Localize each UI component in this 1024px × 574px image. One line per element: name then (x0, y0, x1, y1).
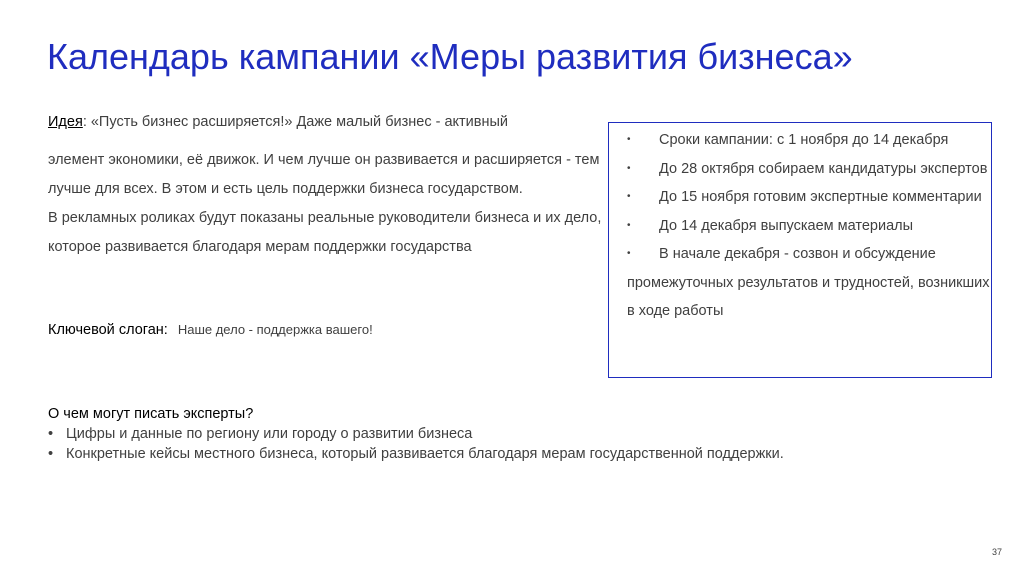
experts-block (48, 404, 784, 464)
idea-label: Идея (48, 114, 83, 130)
slide-title: Календарь кампании «Меры развития бизнеса» (47, 36, 853, 77)
timeline-item (627, 183, 991, 212)
timeline-item-text: До 15 ноября готовим экспертные комментарии (659, 189, 982, 206)
experts-item: • Цифры и данные по региону или городу о развитии бизнеса (48, 424, 784, 444)
bullet-icon: • (627, 134, 631, 145)
timeline-box (608, 122, 992, 378)
timeline-item (627, 212, 991, 241)
bullet-icon: • (627, 248, 631, 260)
timeline-item (627, 240, 991, 326)
slogan-value: Наше дело - поддержка вашего! (177, 322, 373, 337)
timeline-item-text: Сроки кампании: с 1 ноября до 14 декабря (659, 132, 949, 149)
experts-question: О чем могут писать эксперты? (48, 406, 254, 422)
idea-first-text: : «Пусть бизнес расширяется!» Даже малый бизнес - активный (82, 114, 508, 130)
timeline-item-text: В начале декабря - созвон и обсуждение промежуточных результатов и трудностей, возникших в ходе работы (627, 246, 990, 320)
page-number: 37 (991, 547, 1002, 557)
timeline-item (627, 155, 991, 184)
bullet-icon: • (627, 191, 631, 203)
timeline-item-text: До 14 декабря выпускаем материалы (659, 217, 914, 234)
timeline-item (627, 126, 991, 155)
slogan (48, 322, 373, 338)
bullet-icon: • (627, 219, 631, 231)
idea-ads-text: В рекламных роликах будут показаны реальные руководители бизнеса и их дело, которое развивается благодаря мерам поддержки государства (48, 210, 602, 255)
timeline-list (627, 126, 991, 326)
idea-block (48, 108, 608, 262)
slogan-label: Ключевой слоган: (48, 322, 168, 338)
experts-item: • Конкретные кейсы местного бизнеса, который развивается благодаря мерам государственной поддержки. (48, 444, 784, 464)
experts-list (48, 424, 784, 464)
idea-continuation: элемент экономики, её движок. И чем лучше он развивается и расширяется - тем лучше для всех. В этом и есть цель поддержки бизнеса государством. (48, 152, 600, 197)
bullet-icon: • (627, 162, 631, 174)
timeline-item-text: До 28 октября собираем кандидатуры экспертов (659, 160, 988, 177)
idea-first-line (48, 108, 608, 137)
